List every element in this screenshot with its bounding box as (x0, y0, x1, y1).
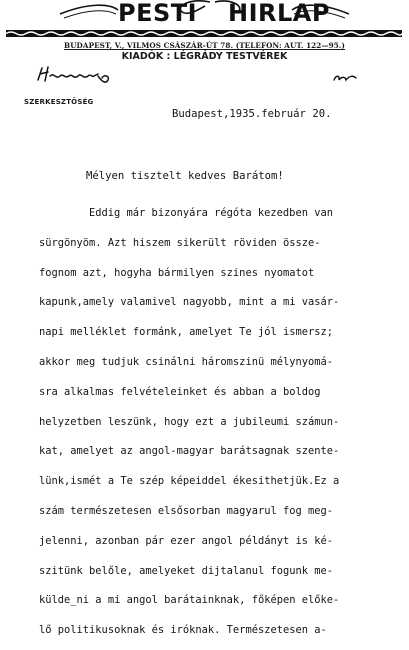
masthead-ornamental-rule (6, 30, 402, 37)
body-line: fognom azt, hogyha bármilyen szines nyomatot (39, 266, 315, 279)
handwritten-signature (36, 64, 116, 86)
masthead-title-left: PESTI (118, 0, 198, 27)
body-line: lünk,ismét a Te szép képeiddel ékesithetjük.Ez a (39, 475, 340, 488)
body-line: külde̲ni a mi angol barátainknak, főképen előke- (39, 594, 340, 607)
body-line: napi melléklet formánk, amelyet Te jól ismersz; (39, 326, 334, 339)
masthead-publisher: KIADÓK : LÉGRÁDY TESTVÉREK (121, 51, 288, 62)
masthead-title-right: HIRLAP (228, 0, 330, 27)
department-label: SZERKESZTŐSÉG (24, 98, 94, 106)
body-line: lő politikusoknak és iróknak. Természetesen a- (39, 624, 327, 637)
letter-date: Budapest,1935.február 20. (172, 108, 332, 120)
letter-body (39, 203, 339, 650)
body-line: kapunk,amely valamivel nagyobb, mint a mi vasár- (39, 296, 340, 309)
body-line: szitünk belőle, amelyeket dijtalanul fogunk me- (39, 564, 334, 577)
body-line: sra alkalmas felvételeinket és abban a boldog (39, 385, 321, 398)
body-line: helyzetben leszünk, hogy ezt a jubileumi számun- (39, 415, 340, 428)
body-line: szám természetesen elsősorban magyarul fog meg- (39, 504, 334, 517)
letterhead (0, 0, 409, 60)
handwritten-initials (332, 72, 358, 84)
body-line: jelenni, azonban pár ezer angol példányt is ké- (39, 534, 334, 547)
letter-salutation: Mélyen tisztelt kedves Barátom! (86, 170, 284, 182)
body-line: sürgönyöm. Azt hiszem sikerült röviden össze- (39, 236, 321, 249)
body-line: Eddig már bizonyára régóta kezedben van (89, 207, 333, 219)
masthead-address: BUDAPEST, V., VILMOS CSÁSZÁR-ÚT 78. (TELEFON: AUT. 122—95.) (64, 41, 345, 50)
body-line: akkor meg tudjuk csinálni háromszinü mélynyomá- (39, 355, 334, 368)
masthead-flourish-ornament (0, 0, 409, 22)
body-line: kat, amelyet az angol-magyar barátsagnak szente- (39, 445, 340, 458)
